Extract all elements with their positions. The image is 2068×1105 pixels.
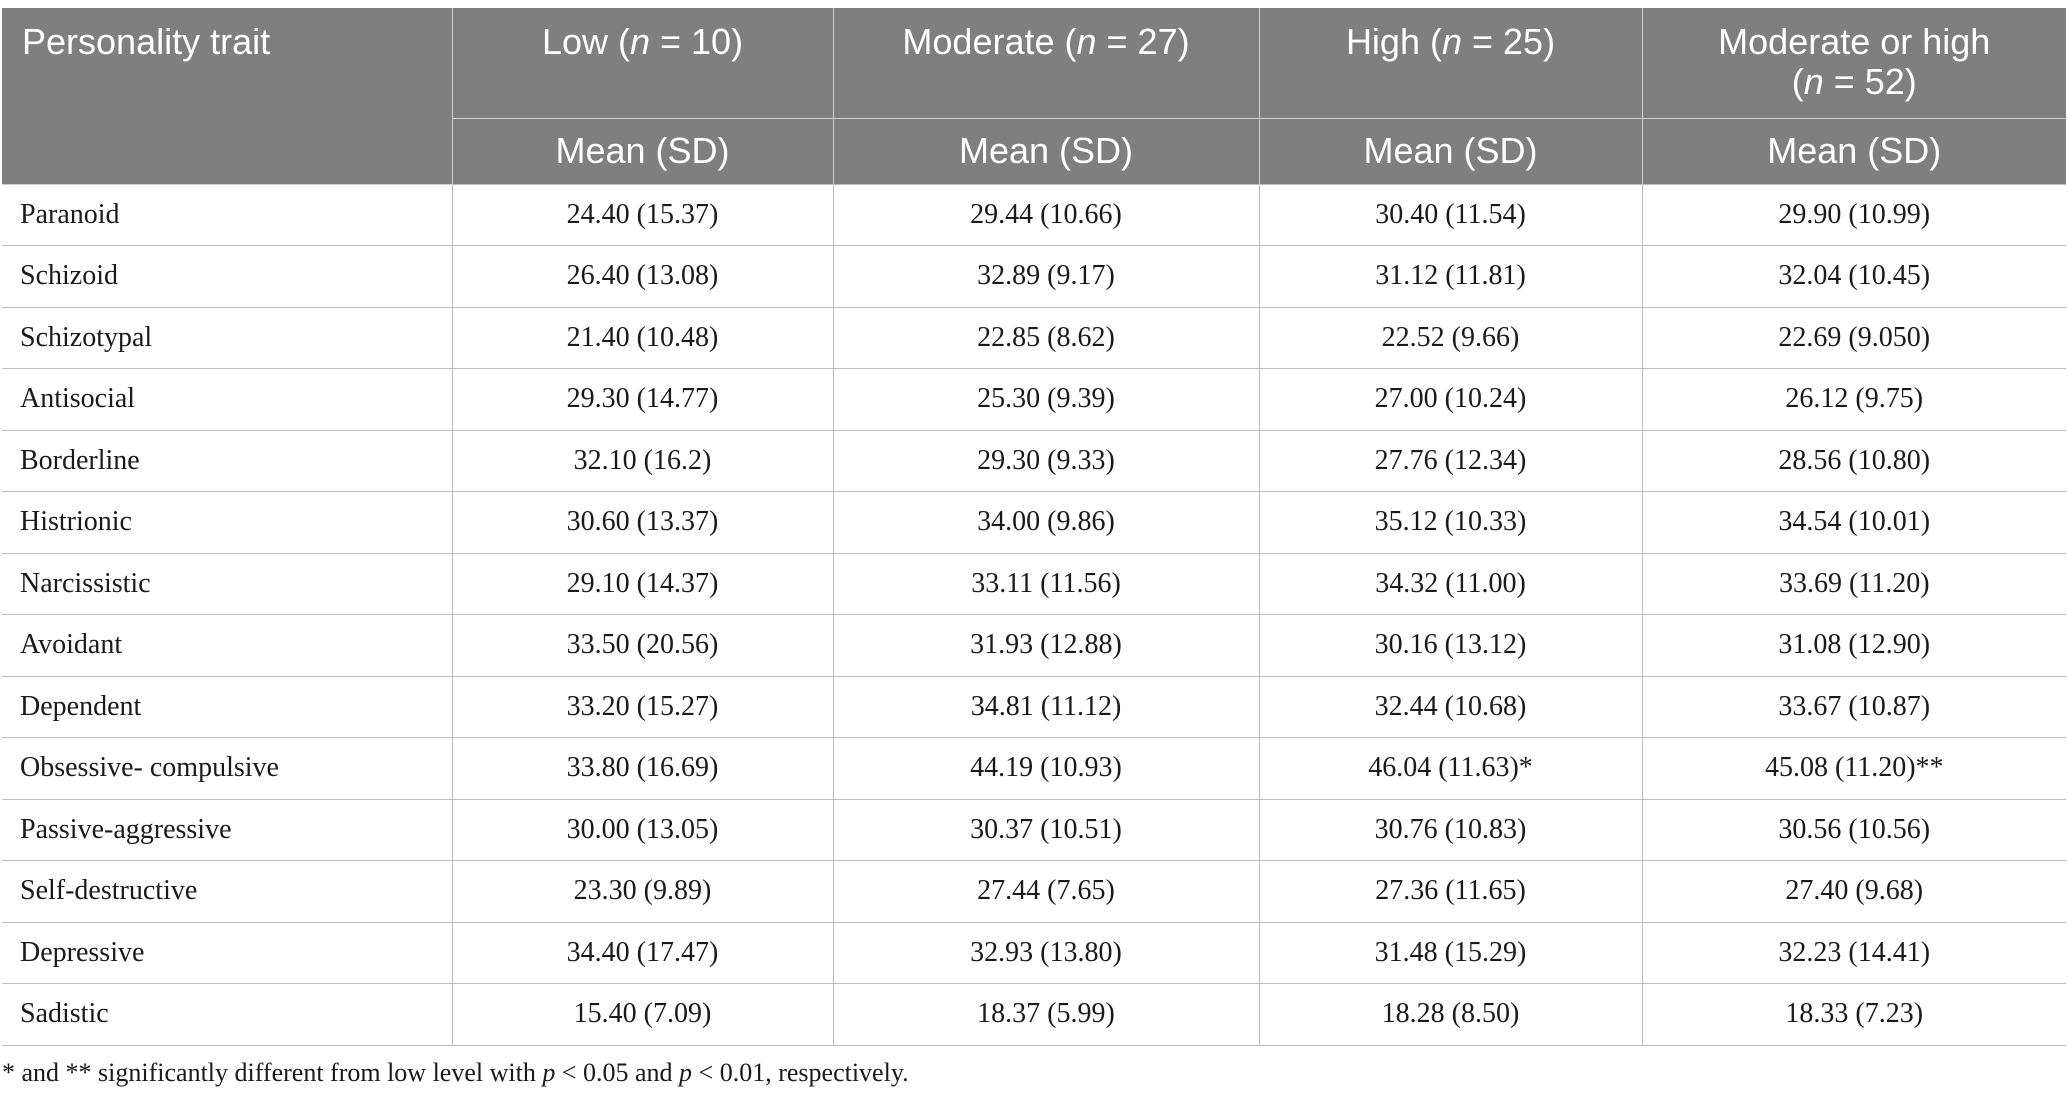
- trait-name-cell: Schizoid: [2, 246, 452, 308]
- mean-sd-cell: 29.30 (9.33): [833, 430, 1259, 492]
- header-moderate-or-high: Moderate or high (n = 52): [1642, 8, 2066, 118]
- table-row: [2, 553, 2066, 615]
- header-personality-trait: Personality trait: [2, 8, 452, 184]
- mean-sd-cell: 31.48 (15.29): [1259, 922, 1642, 984]
- mean-sd-cell: 30.40 (11.54): [1259, 184, 1642, 246]
- mean-sd-cell: 46.04 (11.63)*: [1259, 738, 1642, 800]
- table-row: [2, 369, 2066, 431]
- table-row: [2, 615, 2066, 677]
- mean-sd-cell: 31.12 (11.81): [1259, 246, 1642, 308]
- header-low: Low (n = 10): [452, 8, 833, 118]
- trait-name-cell: Depressive: [2, 922, 452, 984]
- subheader-mean-sd: Mean (SD): [1259, 118, 1642, 184]
- mean-sd-cell: 27.40 (9.68): [1642, 861, 2066, 923]
- mean-sd-cell: 28.56 (10.80): [1642, 430, 2066, 492]
- mean-sd-cell: 33.69 (11.20): [1642, 553, 2066, 615]
- mean-sd-cell: 32.10 (16.2): [452, 430, 833, 492]
- mean-sd-cell: 45.08 (11.20)**: [1642, 738, 2066, 800]
- table-row: [2, 184, 2066, 246]
- table-body: [2, 184, 2066, 1045]
- mean-sd-cell: 34.54 (10.01): [1642, 492, 2066, 554]
- mean-sd-cell: 44.19 (10.93): [833, 738, 1259, 800]
- trait-name-cell: Passive-aggressive: [2, 799, 452, 861]
- mean-sd-cell: 26.12 (9.75): [1642, 369, 2066, 431]
- mean-sd-cell: 32.04 (10.45): [1642, 246, 2066, 308]
- trait-name-cell: Antisocial: [2, 369, 452, 431]
- mean-sd-cell: 18.28 (8.50): [1259, 984, 1642, 1046]
- trait-name-cell: Sadistic: [2, 984, 452, 1046]
- mean-sd-cell: 34.81 (11.12): [833, 676, 1259, 738]
- mean-sd-cell: 32.44 (10.68): [1259, 676, 1642, 738]
- mean-sd-cell: 33.11 (11.56): [833, 553, 1259, 615]
- mean-sd-cell: 27.00 (10.24): [1259, 369, 1642, 431]
- mean-sd-cell: 34.00 (9.86): [833, 492, 1259, 554]
- mean-sd-cell: 30.00 (13.05): [452, 799, 833, 861]
- table-row: [2, 738, 2066, 800]
- mean-sd-cell: 22.52 (9.66): [1259, 307, 1642, 369]
- mean-sd-cell: 27.76 (12.34): [1259, 430, 1642, 492]
- trait-name-cell: Narcissistic: [2, 553, 452, 615]
- table-row: [2, 676, 2066, 738]
- mean-sd-cell: 32.93 (13.80): [833, 922, 1259, 984]
- mean-sd-cell: 32.89 (9.17): [833, 246, 1259, 308]
- mean-sd-cell: 22.85 (8.62): [833, 307, 1259, 369]
- mean-sd-cell: 24.40 (15.37): [452, 184, 833, 246]
- mean-sd-cell: 29.90 (10.99): [1642, 184, 2066, 246]
- mean-sd-cell: 29.30 (14.77): [452, 369, 833, 431]
- mean-sd-cell: 18.33 (7.23): [1642, 984, 2066, 1046]
- subheader-mean-sd: Mean (SD): [452, 118, 833, 184]
- mean-sd-cell: 26.40 (13.08): [452, 246, 833, 308]
- mean-sd-cell: 22.69 (9.050): [1642, 307, 2066, 369]
- mean-sd-cell: 33.80 (16.69): [452, 738, 833, 800]
- mean-sd-cell: 30.76 (10.83): [1259, 799, 1642, 861]
- mean-sd-cell: 27.36 (11.65): [1259, 861, 1642, 923]
- table-row: [2, 799, 2066, 861]
- table-row: [2, 861, 2066, 923]
- mean-sd-cell: 34.32 (11.00): [1259, 553, 1642, 615]
- subheader-mean-sd: Mean (SD): [833, 118, 1259, 184]
- trait-name-cell: Obsessive- compulsive: [2, 738, 452, 800]
- mean-sd-cell: 30.37 (10.51): [833, 799, 1259, 861]
- table-container: [2, 8, 2066, 1046]
- table-row: [2, 492, 2066, 554]
- mean-sd-cell: 35.12 (10.33): [1259, 492, 1642, 554]
- trait-name-cell: Paranoid: [2, 184, 452, 246]
- mean-sd-cell: 29.44 (10.66): [833, 184, 1259, 246]
- trait-name-cell: Histrionic: [2, 492, 452, 554]
- mean-sd-cell: 27.44 (7.65): [833, 861, 1259, 923]
- table-row: [2, 246, 2066, 308]
- mean-sd-cell: 23.30 (9.89): [452, 861, 833, 923]
- mean-sd-cell: 25.30 (9.39): [833, 369, 1259, 431]
- mean-sd-cell: 29.10 (14.37): [452, 553, 833, 615]
- header-high: High (n = 25): [1259, 8, 1642, 118]
- table-row: [2, 984, 2066, 1046]
- mean-sd-cell: 33.67 (10.87): [1642, 676, 2066, 738]
- trait-name-cell: Self-destructive: [2, 861, 452, 923]
- mean-sd-cell: 33.20 (15.27): [452, 676, 833, 738]
- trait-name-cell: Dependent: [2, 676, 452, 738]
- mean-sd-cell: 31.08 (12.90): [1642, 615, 2066, 677]
- mean-sd-cell: 31.93 (12.88): [833, 615, 1259, 677]
- header-moderate: Moderate (n = 27): [833, 8, 1259, 118]
- mean-sd-cell: 30.16 (13.12): [1259, 615, 1642, 677]
- trait-name-cell: Borderline: [2, 430, 452, 492]
- table-row: [2, 430, 2066, 492]
- mean-sd-cell: 30.60 (13.37): [452, 492, 833, 554]
- table-row: [2, 307, 2066, 369]
- mean-sd-cell: 21.40 (10.48): [452, 307, 833, 369]
- mean-sd-cell: 33.50 (20.56): [452, 615, 833, 677]
- table-header: [2, 8, 2066, 184]
- trait-name-cell: Avoidant: [2, 615, 452, 677]
- mean-sd-cell: 32.23 (14.41): [1642, 922, 2066, 984]
- trait-name-cell: Schizotypal: [2, 307, 452, 369]
- header-row-groups: [2, 8, 2066, 118]
- mean-sd-cell: 18.37 (5.99): [833, 984, 1259, 1046]
- personality-trait-table: [2, 8, 2066, 1046]
- mean-sd-cell: 15.40 (7.09): [452, 984, 833, 1046]
- table-row: [2, 922, 2066, 984]
- mean-sd-cell: 34.40 (17.47): [452, 922, 833, 984]
- table-footnote: * and ** significantly different from low level with p < 0.05 and p < 0.01, respectively.: [2, 1058, 909, 1087]
- subheader-mean-sd: Mean (SD): [1642, 118, 2066, 184]
- mean-sd-cell: 30.56 (10.56): [1642, 799, 2066, 861]
